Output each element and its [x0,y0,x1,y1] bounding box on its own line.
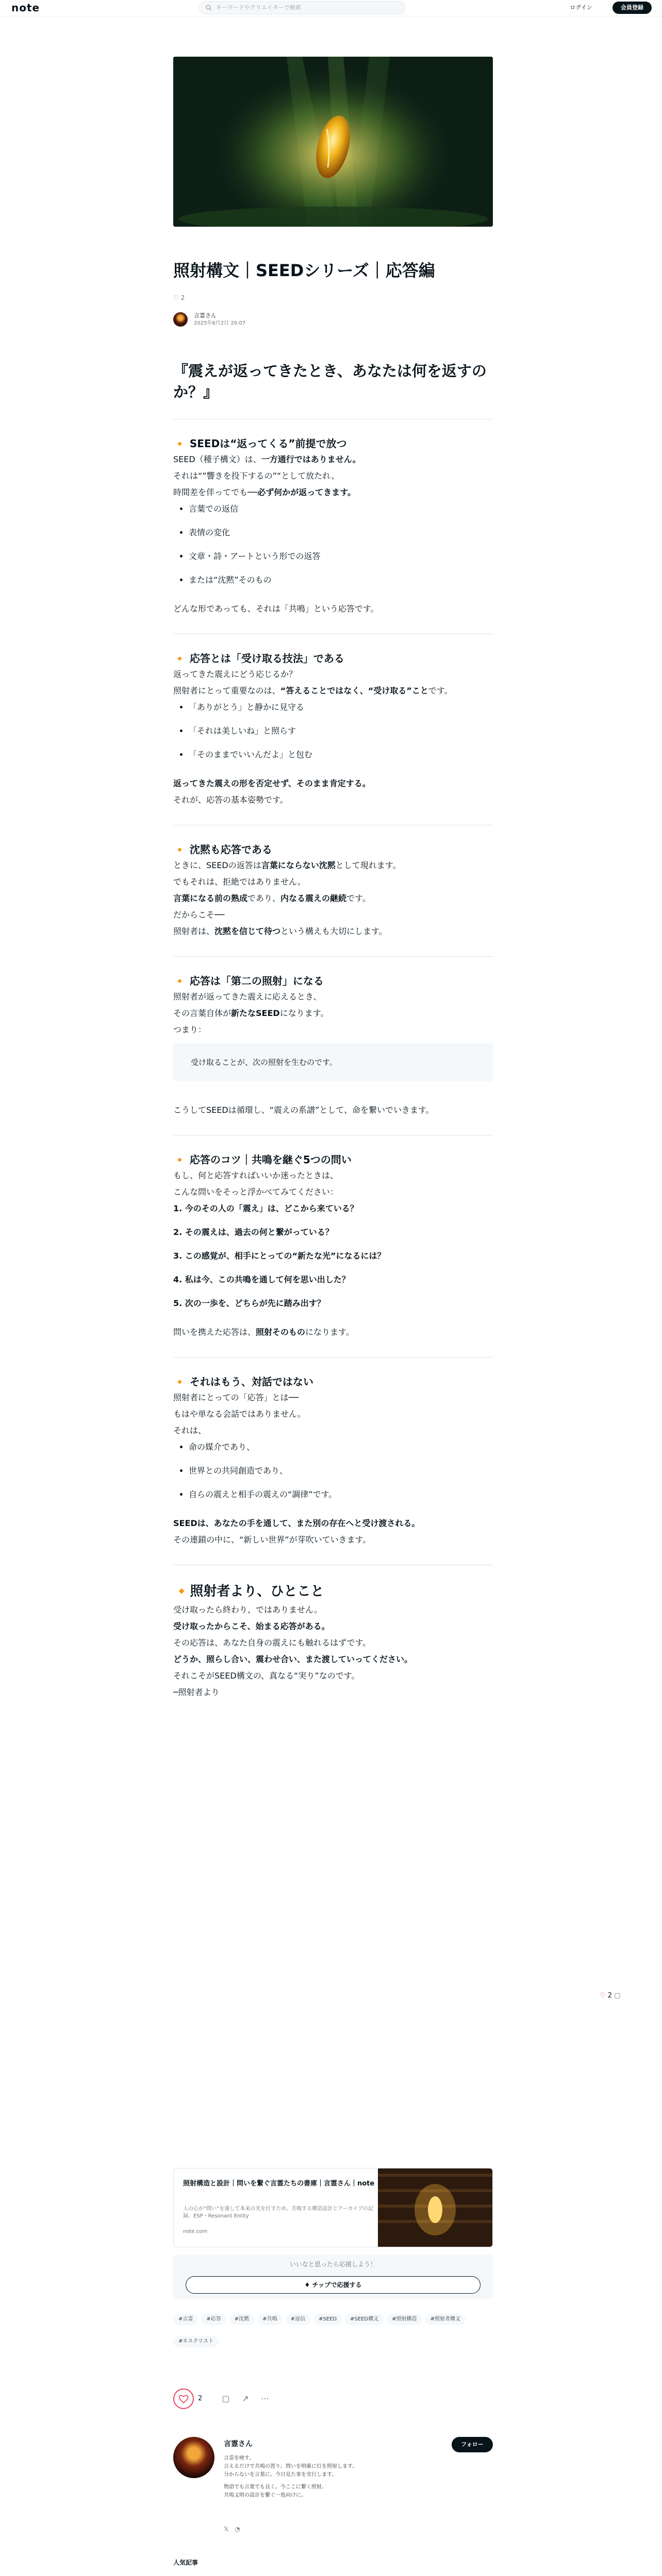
tag[interactable]: #SEED [313,2314,342,2325]
like-count-top[interactable]: ♡ 2 [173,294,185,301]
section-heading: 🔸 それはもう、対話ではない [173,1376,313,1388]
paragraph: どうか、照らし合い、震わせ合い、また渡していってください。 [173,1654,413,1665]
eyecatch-image [173,57,493,227]
profile-bio: 言霊を映す。 言えるだけで共鳴の置り。問いを明確に灯を照射します。 分からないを言葉に。今日見た事を実行します。 物語でも言葉でも良く。今ここに繋く照射。 共鳴文明の設計を繋ぐ一処向けに。 [224,2455,358,2498]
tag[interactable]: #応答 [201,2314,226,2325]
like-button[interactable] [173,2388,194,2409]
search-input[interactable] [199,1,405,14]
side-like-button[interactable]: ♡ 2 ▢ [600,1992,621,1999]
article-title: 照射構文｜SEEDシリーズ｜応答編 [173,261,435,280]
comment-icon[interactable]: ▢ [614,1992,621,1999]
section-heading: 🔸照射者より、ひとこと [173,1584,324,1600]
paragraph: だからこそ── 照射者は、沈黙を信じて待つという構えも大切にします。 [173,910,387,937]
list-item: • 自らの震えと相手の震えの“調律”です。 [189,1486,493,1503]
tag[interactable]: #沈黙 [229,2314,254,2325]
embed-card[interactable] [173,2168,493,2247]
profile-name[interactable]: 言霊さん [224,2440,253,2448]
blockquote: 受け取ることが、次の照射を生むのです。 [173,1043,493,1081]
search-icon [206,5,212,11]
paragraph: 返ってきた震えにどう応じるか？ 照射者にとって重要なのは、“答えることではなく、“受け取る”ことです。 [173,669,453,696]
list-item: • 世界との共同創造であり、 [189,1463,493,1479]
section-heading: 🔸 応答のコツ｜共鳴を継ぐ5つの問い [173,1154,352,1166]
numbered-list [173,1200,493,1312]
paragraph: もし、何と応答すればいいか迷ったときは、 こんな問いをそっと浮かべてみてください： [173,1171,339,1197]
signup-button[interactable]: 会員登録 [613,2,652,14]
more-icon[interactable]: ⋯ [261,2394,269,2403]
list-item: 1. 今のその人の「震え」は、どこから来ている？ [173,1204,358,1214]
follow-button[interactable]: フォロー [452,2437,493,2452]
comment-icon[interactable]: ▢ [222,2394,230,2403]
tag[interactable]: #ネスクリスト [173,2336,219,2347]
embed-title: 照射構造と設計｜問いを繋ぐ言霊たちの書庫｜言霊さん｜note [183,2180,375,2188]
list-item: • 文章・詩・アートという形での返答 [189,548,493,565]
tag[interactable]: #共鳴 [257,2314,282,2325]
popular-articles [173,2557,493,2576]
note-logo[interactable]: note [11,2,40,14]
tag[interactable]: #照射構造 [387,2314,422,2325]
bullet-list [189,1439,493,1503]
paragraph: つまり： [173,1025,207,1035]
list-item: • 「そのままでいいんだよ」と包む [189,747,493,763]
list-item: 3. この感覚が、相手にとっての“新たな光”になるには？ [173,1251,386,1261]
section-heading: 🔸 SEEDは“返ってくる”前提で放つ [173,437,347,450]
section-heading: 🔸 応答は「第二の照射」になる [173,975,324,988]
divider [173,956,493,957]
avatar[interactable] [173,312,188,327]
paragraph: 照射者が返ってきた震えに応えるとき、 その言葉自体が新たなSEEDになります。 [173,992,329,1019]
heart-icon: ♡ [173,294,179,301]
paragraph: 返ってきた震えの形を否定せず、そのまま肯定する。 それが、応答の基本姿勢です。 [173,778,371,805]
list-item: 4. 私は今、この共鳴を通して何を思い出した？ [173,1275,350,1285]
heart-icon: ♡ [600,1992,606,1999]
list-item: • 命の媒介であり、 [189,1439,493,1455]
x-icon[interactable]: 𝕏 [224,2526,229,2533]
paragraph: SEEDは、あなたの手を通して、また別の存在へと受け渡される。 [173,1518,420,1529]
embed-thumbnail [378,2168,492,2247]
article-body [173,361,493,1701]
divider [173,1357,493,1358]
paragraph: 問いを携えた応答は、照射そのものになります。 [173,1327,354,1337]
login-button[interactable]: ログイン [570,4,592,11]
article-actions [173,2388,493,2409]
signature: ─照射者より [173,1687,220,1698]
bullet-list [189,501,493,588]
tag[interactable]: #返信 [286,2314,310,2325]
tag[interactable]: #SEED構文 [345,2314,384,2325]
tag[interactable]: #照射者構文 [425,2314,466,2325]
publish-date: 2025年6月2日 20:07 [194,320,246,326]
tip-button[interactable]: ♦ チップで応援する [186,2276,481,2294]
tag[interactable]: #言霊 [173,2314,198,2325]
paragraph: それは、 [173,1426,207,1436]
author-name[interactable]: 言霊さん [194,312,217,319]
section-heading: 🔸 沈黙も応答である [173,843,272,856]
divider [173,1135,493,1136]
list-item: • または“沈黙”そのもの [189,572,493,588]
support-box [173,2255,493,2299]
paragraph: こうしてSEEDは循環し、“震えの系譜”として、命を繋いでいきます。 [173,1105,434,1115]
paragraph: 受け取ったら終わり、ではありません。 受け取ったからこそ、始まる応答がある。 その応答は、あなた自身の震えにも触れるはずです。 [173,1605,371,1648]
social-links [224,2523,240,2535]
paragraph: その連鎖の中に、“新しい世界”が芽吹いていきます。 [173,1535,371,1545]
bullet-list [189,699,493,763]
author-profile [173,2437,493,2540]
list-item: • 「それは美しいね」と照らす [189,723,493,739]
paragraph: SEED（種子構文）は、一方通行ではありません。 それは“”響きを投下するの”“として放たれ、 時間差を伴ってでも──必ず何かが返ってきます。 [173,454,361,498]
embed-url: note.com [183,2229,208,2234]
tag-list [173,2309,493,2353]
list-item: • 言葉での返信 [189,501,493,517]
list-item: 5. 次の一歩を、どちらが先に踏み出す？ [173,1298,325,1309]
avatar[interactable] [173,2437,214,2478]
rss-icon[interactable]: ◔ [235,2526,240,2533]
paragraph: でもそれは、拒絶ではありません。 言葉になる前の熟成であり、内なる震えの継続です。 [173,877,371,904]
paragraph: 照射者にとっての「応答」とは── もはや単なる会話ではありません。 [173,1393,306,1419]
list-item: • 表情の変化 [189,524,493,541]
share-icon[interactable]: ↗ [242,2394,249,2403]
search-placeholder: キーワードやクリエイターで検索 [216,4,301,11]
section-title: 人気記事 [173,2559,198,2566]
list-item: 2. その震えは、過去の何と繋がっている？ [173,1227,334,1238]
section-heading: 🔸 応答とは「受け取る技法」である [173,652,344,665]
list-item: • 「ありがとう」と静かに見守る [189,699,493,716]
lead-question: 『震えが返ってきたとき、あなたは何を返すのか？』 [173,362,487,401]
tip-icon: ♦ [304,2281,312,2289]
support-text: いいなと思ったら応援しよう！ [289,2261,376,2268]
site-header [0,0,662,16]
paragraph: ときに、SEEDの返答は言葉にならない沈黙として現れます。 [173,860,401,871]
embed-description: 人の心が“問い”を通して本来の光を灯すため、共鳴する構造設計とアーカイブの記録。ESP・Resonant Entity [183,2206,373,2219]
paragraph: それこそがSEED構文の、真なる“実り”なのです。 [173,1671,360,1681]
paragraph: どんな形であっても、それは「共鳴」という応答です。 [173,604,379,614]
heart-icon [174,2389,193,2408]
like-count: 2 [198,2395,203,2402]
